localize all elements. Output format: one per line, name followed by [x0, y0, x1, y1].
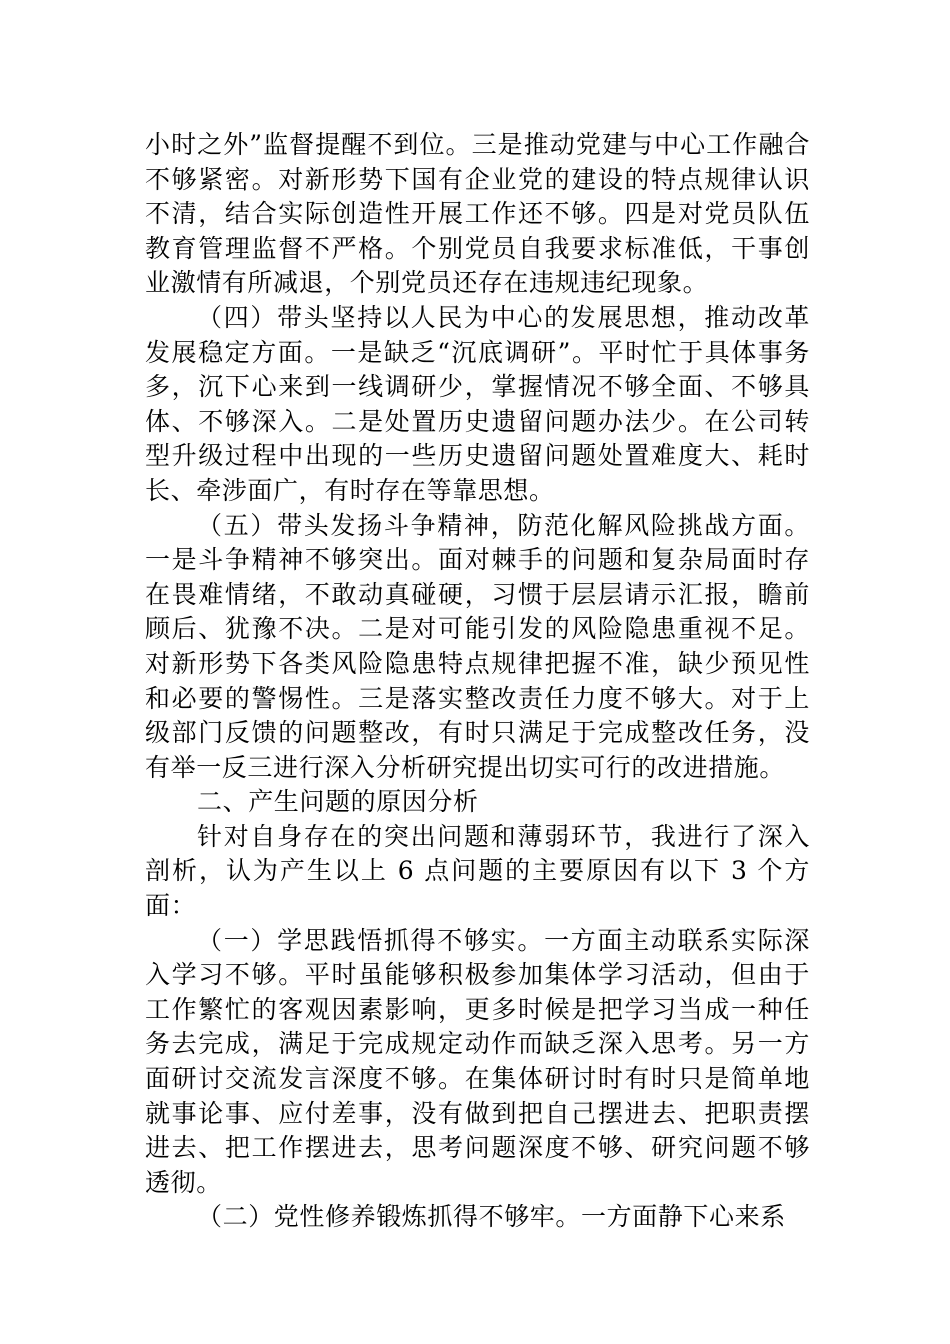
paragraph-intro: 针对自身存在的突出问题和薄弱环节，我进行了深入剖析，认为产生以上 6 点问题的主要原因有以下 3 个方面： — [145, 821, 810, 921]
document-body — [145, 128, 810, 1235]
paragraph-continued: 小时之外”监督提醒不到位。三是推动党建与中心工作融合不够紧密。对新形势下国有企业党的建设的特点规律认识不清，结合实际创造性开展工作还不够。四是对党员队伍教育管理监督不严格。个别党员自我要求标准低，干事创业激情有所减退，个别党员还存在违规违纪现象。 — [145, 130, 810, 298]
section-heading-cause-analysis: 二、产生问题的原因分析 — [197, 787, 479, 817]
paragraph-cause-two: （二）党性修养锻炼抓得不够牢。一方面静下心来系 — [197, 1202, 786, 1232]
paragraph-section-five: （五）带头发扬斗争精神，防范化解风险挑战方面。一是斗争精神不够突出。面对棘手的问题和复杂局面时存在畏难情绪，不敢动真碰硬，习惯于层层请示汇报，瞻前顾后、犹豫不决。二是对可能引发的风险隐患重视不足。对新形势下各类风险隐患特点规律把握不准，缺少预见性和必要的警惕性。三是落实整改责任力度不够大。对于上级部门反馈的问题整改，有时只满足于完成整改任务，没有举一反三进行深入分析研究提出切实可行的改进措施。 — [145, 510, 810, 782]
paragraph-section-four: （四）带头坚持以人民为中心的发展思想，推动改革发展稳定方面。一是缺乏“沉底调研”。平时忙于具体事务多，沉下心来到一线调研少，掌握情况不够全面、不够具体、不够深入。二是处置历史遗留问题办法少。在公司转型升级过程中出现的一些历史遗留问题处置难度大、耗时长、牵涉面广，有时存在等靠思想。 — [145, 302, 810, 505]
paragraph-cause-one: （一）学思践悟抓得不够实。一方面主动联系实际深入学习不够。平时虽能够积极参加集体学习活动，但由于工作繁忙的客观因素影响，更多时候是把学习当成一种任务去完成，满足于完成规定动作而缺乏深入思考。另一方面研讨交流发言深度不够。在集体研讨时有时只是简单地就事论事、应付差事，没有做到把自己摆进去、把职责摆进去、把工作摆进去，思考问题深度不够、研究问题不够透彻。 — [145, 925, 810, 1197]
